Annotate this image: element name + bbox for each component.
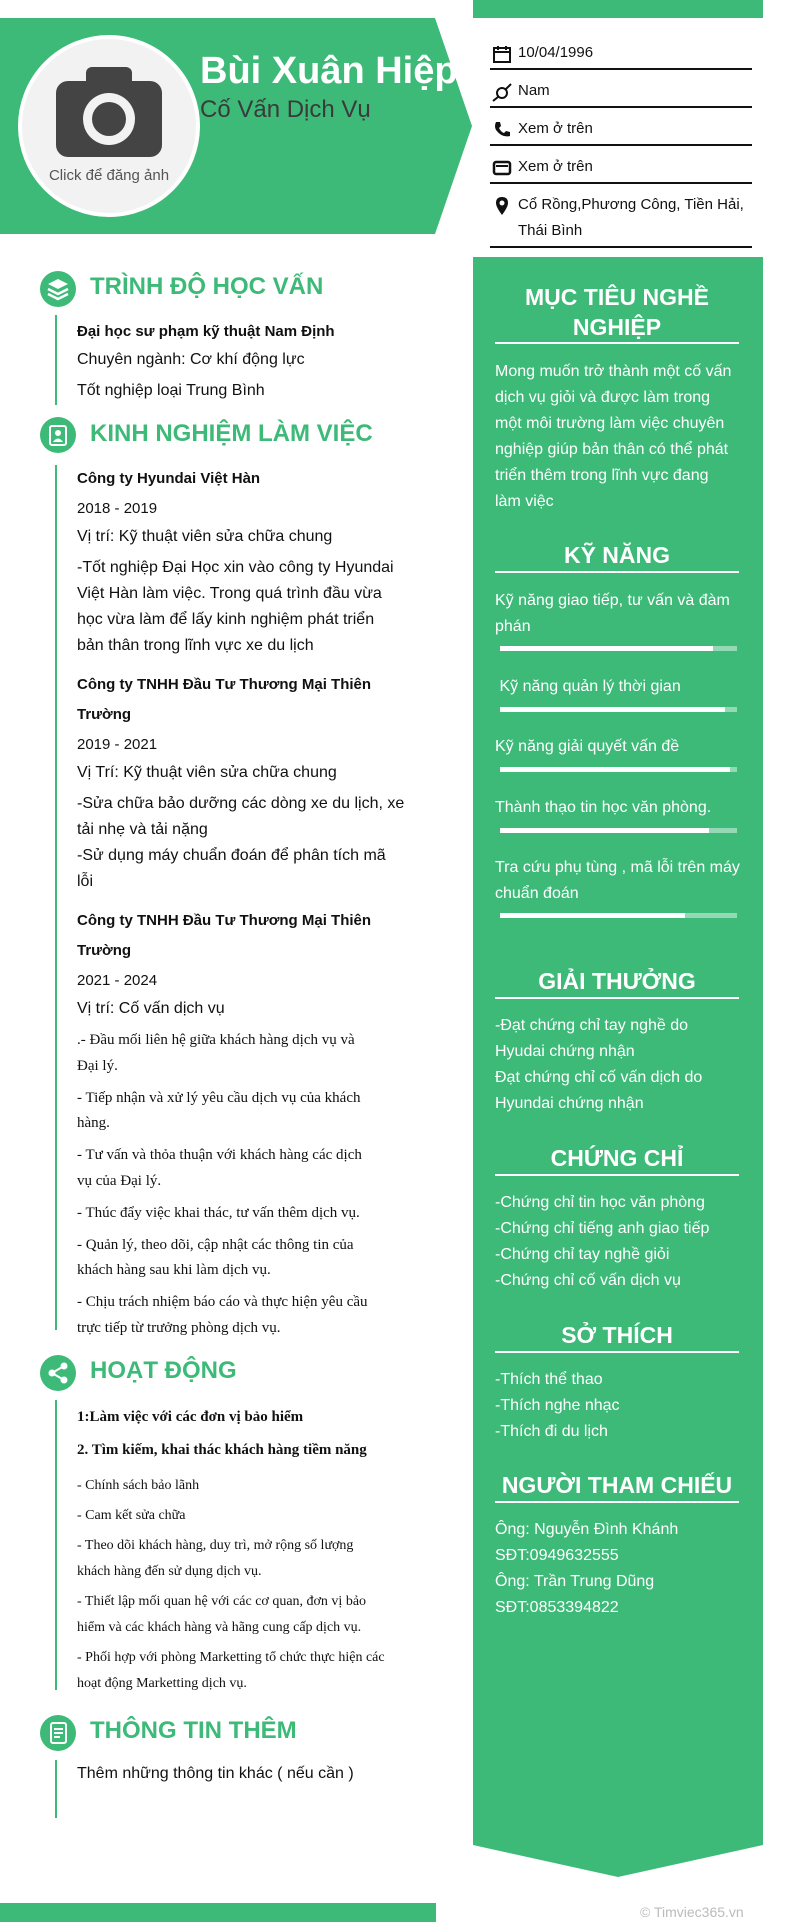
camera-icon — [56, 63, 162, 157]
hobbies-title: SỞ THÍCH — [561, 1322, 673, 1348]
job-desc-line: - Tiếp nhận và xử lý yêu cầu dịch vụ của khách — [77, 1089, 361, 1106]
job-desc-line: tải nhẹ và tải nặng — [77, 821, 208, 838]
job-period: 2019 - 2021 — [77, 736, 158, 753]
bottom-bar — [0, 1903, 436, 1922]
graduation-icon — [40, 271, 76, 307]
job-desc-line: - Tư vấn và thỏa thuận với khách hàng các dịch — [77, 1147, 362, 1164]
certificate-line: -Chứng chỉ tin học văn phòng — [495, 1194, 705, 1211]
location-icon — [492, 196, 512, 216]
job-description — [77, 555, 407, 659]
skills-rule — [495, 571, 739, 573]
certificate-line: -Chứng chỉ tay nghề giỏi — [495, 1246, 670, 1263]
objective-line: làm việc — [495, 493, 554, 510]
birthday-text: 10/04/1996 — [518, 44, 594, 61]
hobby-line: -Thích thể thao — [495, 1371, 603, 1388]
activities-rule — [55, 1400, 57, 1690]
job-desc-line: bản thân trong lĩnh vực xe du lịch — [77, 637, 314, 654]
skill-label — [495, 734, 745, 760]
job-company — [77, 906, 407, 966]
email-text: Xem ở trên — [518, 158, 593, 175]
job-position: Vị trí: Kỹ thuật viên sửa chữa chung — [77, 528, 333, 545]
job-title: Cố Vấn Dịch Vụ — [200, 96, 371, 123]
objective-text — [495, 359, 745, 515]
references-text — [495, 1517, 745, 1621]
contact-email[interactable] — [490, 152, 752, 184]
watermark: © Timviec365.vn — [640, 1904, 744, 1920]
contact-phone[interactable] — [490, 114, 752, 146]
objective-rule — [495, 342, 739, 344]
awards-line: Đạt chứng chỉ cố vấn dịch do — [495, 1069, 703, 1086]
skills-title: KỸ NĂNG — [563, 542, 671, 568]
job-desc-line: học vừa làm để lấy kinh nghiệm phát triển — [77, 611, 375, 628]
skill-label — [495, 855, 745, 907]
job-desc-line: -Sửa chữa bảo dưỡng các dòng xe du lịch, xe — [77, 795, 405, 812]
activity-detail-line: khách hàng đến sử dụng dịch vụ. — [77, 1564, 262, 1579]
skill-bar — [500, 646, 737, 651]
skill-bar-fill — [500, 767, 730, 772]
job-desc-line: -Tốt nghiệp Đại Học xin vào công ty Hyundai — [77, 559, 394, 576]
share-icon — [40, 1355, 76, 1391]
gender-text: Nam — [518, 82, 550, 99]
job-period: 2021 - 2024 — [77, 972, 158, 989]
calendar-icon — [492, 44, 512, 64]
activity-detail-line: hoạt động Marketting dịch vụ. — [77, 1676, 247, 1691]
education-major: Chuyên ngành: Cơ khí động lực — [77, 351, 305, 368]
job-desc-line: -Sử dụng máy chuẩn đoán để phân tích mã — [77, 847, 386, 864]
contact-birthday — [490, 38, 752, 70]
skill-label-line: Kỹ năng giải quyết vấn đề — [495, 738, 680, 755]
certificate-line: -Chứng chỉ cố vấn dịch vụ — [495, 1272, 681, 1289]
skill-label-line: chuẩn đoán — [495, 885, 579, 902]
objective-title-1: MỤC TIÊU NGHỀ — [525, 284, 709, 310]
activity-details — [77, 1473, 402, 1697]
experience-title: KINH NGHIỆM LÀM VIỆC — [90, 420, 373, 447]
job-desc-line: hàng. — [77, 1115, 110, 1132]
skill-label-line: phán — [495, 618, 531, 635]
hobby-line: -Thích đi du lịch — [495, 1423, 608, 1440]
awards-line: -Đạt chứng chỉ tay nghề do — [495, 1017, 689, 1034]
skill-label-line: Kỹ năng quản lý thời gian — [495, 678, 681, 695]
contact-gender — [490, 76, 752, 108]
skill-bar — [500, 767, 737, 772]
job-position: Vị Trí: Kỹ thuật viên sửa chữa chung — [77, 764, 337, 781]
more-info-section-icon — [40, 1715, 76, 1751]
skill-bar — [500, 707, 737, 712]
job-description — [77, 1028, 407, 1342]
references-rule — [495, 1501, 739, 1503]
job-period: 2018 - 2019 — [77, 500, 158, 517]
job-desc-line: trực tiếp từ trưởng phòng dịch vụ. — [77, 1319, 281, 1336]
job-desc-line: - Thúc đẩy việc khai thác, tư vấn thêm dịch vụ. — [77, 1204, 360, 1221]
skill-bar-fill — [500, 828, 709, 833]
education-section-icon — [40, 271, 76, 307]
right-top-bar — [473, 0, 763, 18]
gender-icon — [492, 82, 512, 102]
awards-title: GIẢI THƯỞNG — [538, 968, 696, 994]
objective-line: Mong muốn trở thành một cố vấn — [495, 363, 732, 380]
job-desc-line: - Chịu trách nhiệm báo cáo và thực hiện yêu cầu — [77, 1294, 368, 1311]
avatar-label: Click để đăng ảnh — [48, 167, 170, 184]
awards-text — [495, 1013, 745, 1117]
skill-label — [495, 588, 745, 640]
awards-line: Hyudai chứng nhận — [495, 1043, 635, 1060]
candidate-name: Bùi Xuân Hiệp — [200, 50, 458, 92]
activity-detail-line: - Thiết lập mối quan hệ với các cơ quan, đơn vị bảo — [77, 1594, 367, 1609]
job-desc-line: Đại lý. — [77, 1057, 118, 1074]
activities-section-icon — [40, 1355, 76, 1391]
skill-bar — [500, 828, 737, 833]
certificates-title: CHỨNG CHỈ — [550, 1145, 684, 1171]
activity-detail-line: - Theo dõi khách hàng, duy trì, mở rộng số lượng — [77, 1538, 354, 1553]
job-position: Vị trí: Cố vấn dịch vụ — [77, 1000, 225, 1017]
contact-address — [490, 190, 752, 248]
job-company-line: Trường — [77, 706, 132, 723]
experience-rule — [55, 465, 57, 1330]
job-company — [77, 670, 407, 730]
references-title: NGƯỜI THAM CHIẾU — [501, 1472, 733, 1498]
address-line-1: Cổ Rồng,Phương Công, Tiền Hải, — [518, 196, 744, 213]
phone-text: Xem ở trên — [518, 120, 593, 137]
address-line-2: Thái Bình — [518, 222, 583, 239]
awards-line: Hyundai chứng nhận — [495, 1095, 644, 1112]
job-company-line: Công ty TNHH Đầu Tư Thương Mại Thiên — [77, 676, 372, 693]
activity-item: 2. Tìm kiếm, khai thác khách hàng tiềm năng — [77, 1442, 367, 1458]
certificates-text — [495, 1190, 745, 1294]
reference-line: SĐT:0853394822 — [495, 1599, 619, 1616]
job-desc-line: Việt Hàn làm việc. Trong quá trình đầu vừa — [77, 585, 382, 602]
activity-detail-line: hiểm và các khách hàng và hãng cung cấp dịch vụ. — [77, 1620, 362, 1635]
certificates-rule — [495, 1174, 739, 1176]
skill-label — [495, 674, 745, 700]
skill-label — [495, 795, 745, 821]
avatar-upload[interactable] — [18, 35, 200, 217]
id-card-icon — [40, 417, 76, 453]
reference-line: Ông: Trần Trung Dũng — [495, 1573, 655, 1590]
job-company-line: Công ty TNHH Đầu Tư Thương Mại Thiên — [77, 912, 372, 929]
awards-rule — [495, 997, 739, 999]
activity-detail-line: - Cam kết sửa chữa — [77, 1508, 186, 1523]
experience-section-icon — [40, 417, 76, 453]
phone-icon — [492, 120, 512, 140]
reference-line: Ông: Nguyễn Đình Khánh — [495, 1521, 679, 1538]
email-icon — [492, 158, 512, 178]
job-desc-line: .- Đầu mối liên hệ giữa khách hàng dịch vụ và — [77, 1032, 355, 1048]
hobby-line: -Thích nghe nhạc — [495, 1397, 620, 1414]
activity-detail-line: - Phối hợp với phòng Marketting tổ chức thực hiện các — [77, 1650, 385, 1665]
objective-line: nghiệp giúp bản thân có thể phát — [495, 441, 729, 458]
hobbies-rule — [495, 1351, 739, 1353]
education-rule — [55, 315, 57, 405]
reference-line: SĐT:0949632555 — [495, 1547, 619, 1564]
activities-title: HOẠT ĐỘNG — [90, 1357, 237, 1384]
skill-bar-fill — [500, 707, 725, 712]
job-description — [77, 791, 407, 895]
skill-label-line: Kỹ năng giao tiếp, tư vấn và đàm — [495, 592, 730, 609]
education-title: TRÌNH ĐỘ HỌC VẤN — [90, 273, 324, 300]
job-desc-line: khách hàng sau khi làm dịch vụ. — [77, 1262, 271, 1279]
education-grade: Tốt nghiệp loại Trung Bình — [77, 382, 265, 399]
education-school: Đại học sư phạm kỹ thuật Nam Định — [77, 323, 335, 340]
skill-bar-fill — [500, 646, 713, 651]
certificate-line: -Chứng chỉ tiếng anh giao tiếp — [495, 1220, 710, 1237]
job-company: Công ty Hyundai Việt Hàn — [77, 470, 261, 487]
skill-label-line: Thành thạo tin học văn phòng. — [495, 799, 712, 816]
job-desc-line: vụ của Đại lý. — [77, 1172, 162, 1189]
more-info-text: Thêm những thông tin khác ( nếu cần ) — [77, 1765, 354, 1782]
job-company-line: Trường — [77, 942, 132, 959]
skill-bar — [500, 913, 737, 918]
more-info-title: THÔNG TIN THÊM — [90, 1717, 297, 1744]
job-desc-line: - Quản lý, theo dõi, cập nhật các thông tin của — [77, 1236, 354, 1253]
job-desc-line: lỗi — [77, 873, 94, 890]
objective-line: dịch vụ giỏi và được làm trong — [495, 389, 711, 406]
skill-bar-fill — [500, 913, 685, 918]
objective-line: triển thêm trong lĩnh vực đang — [495, 467, 709, 484]
objective-line: một môi trường làm việc chuyên — [495, 415, 725, 432]
document-icon — [40, 1715, 76, 1751]
activity-detail-line: - Chính sách bảo lãnh — [77, 1478, 200, 1493]
objective-title-2: NGHIỆP — [572, 314, 662, 340]
activity-item: 1:Làm việc với các đơn vị bảo hiểm — [77, 1409, 304, 1425]
hobbies-text — [495, 1367, 745, 1445]
skill-label-line: Tra cứu phụ tùng , mã lỗi trên máy — [495, 859, 740, 876]
more-info-rule — [55, 1760, 57, 1818]
